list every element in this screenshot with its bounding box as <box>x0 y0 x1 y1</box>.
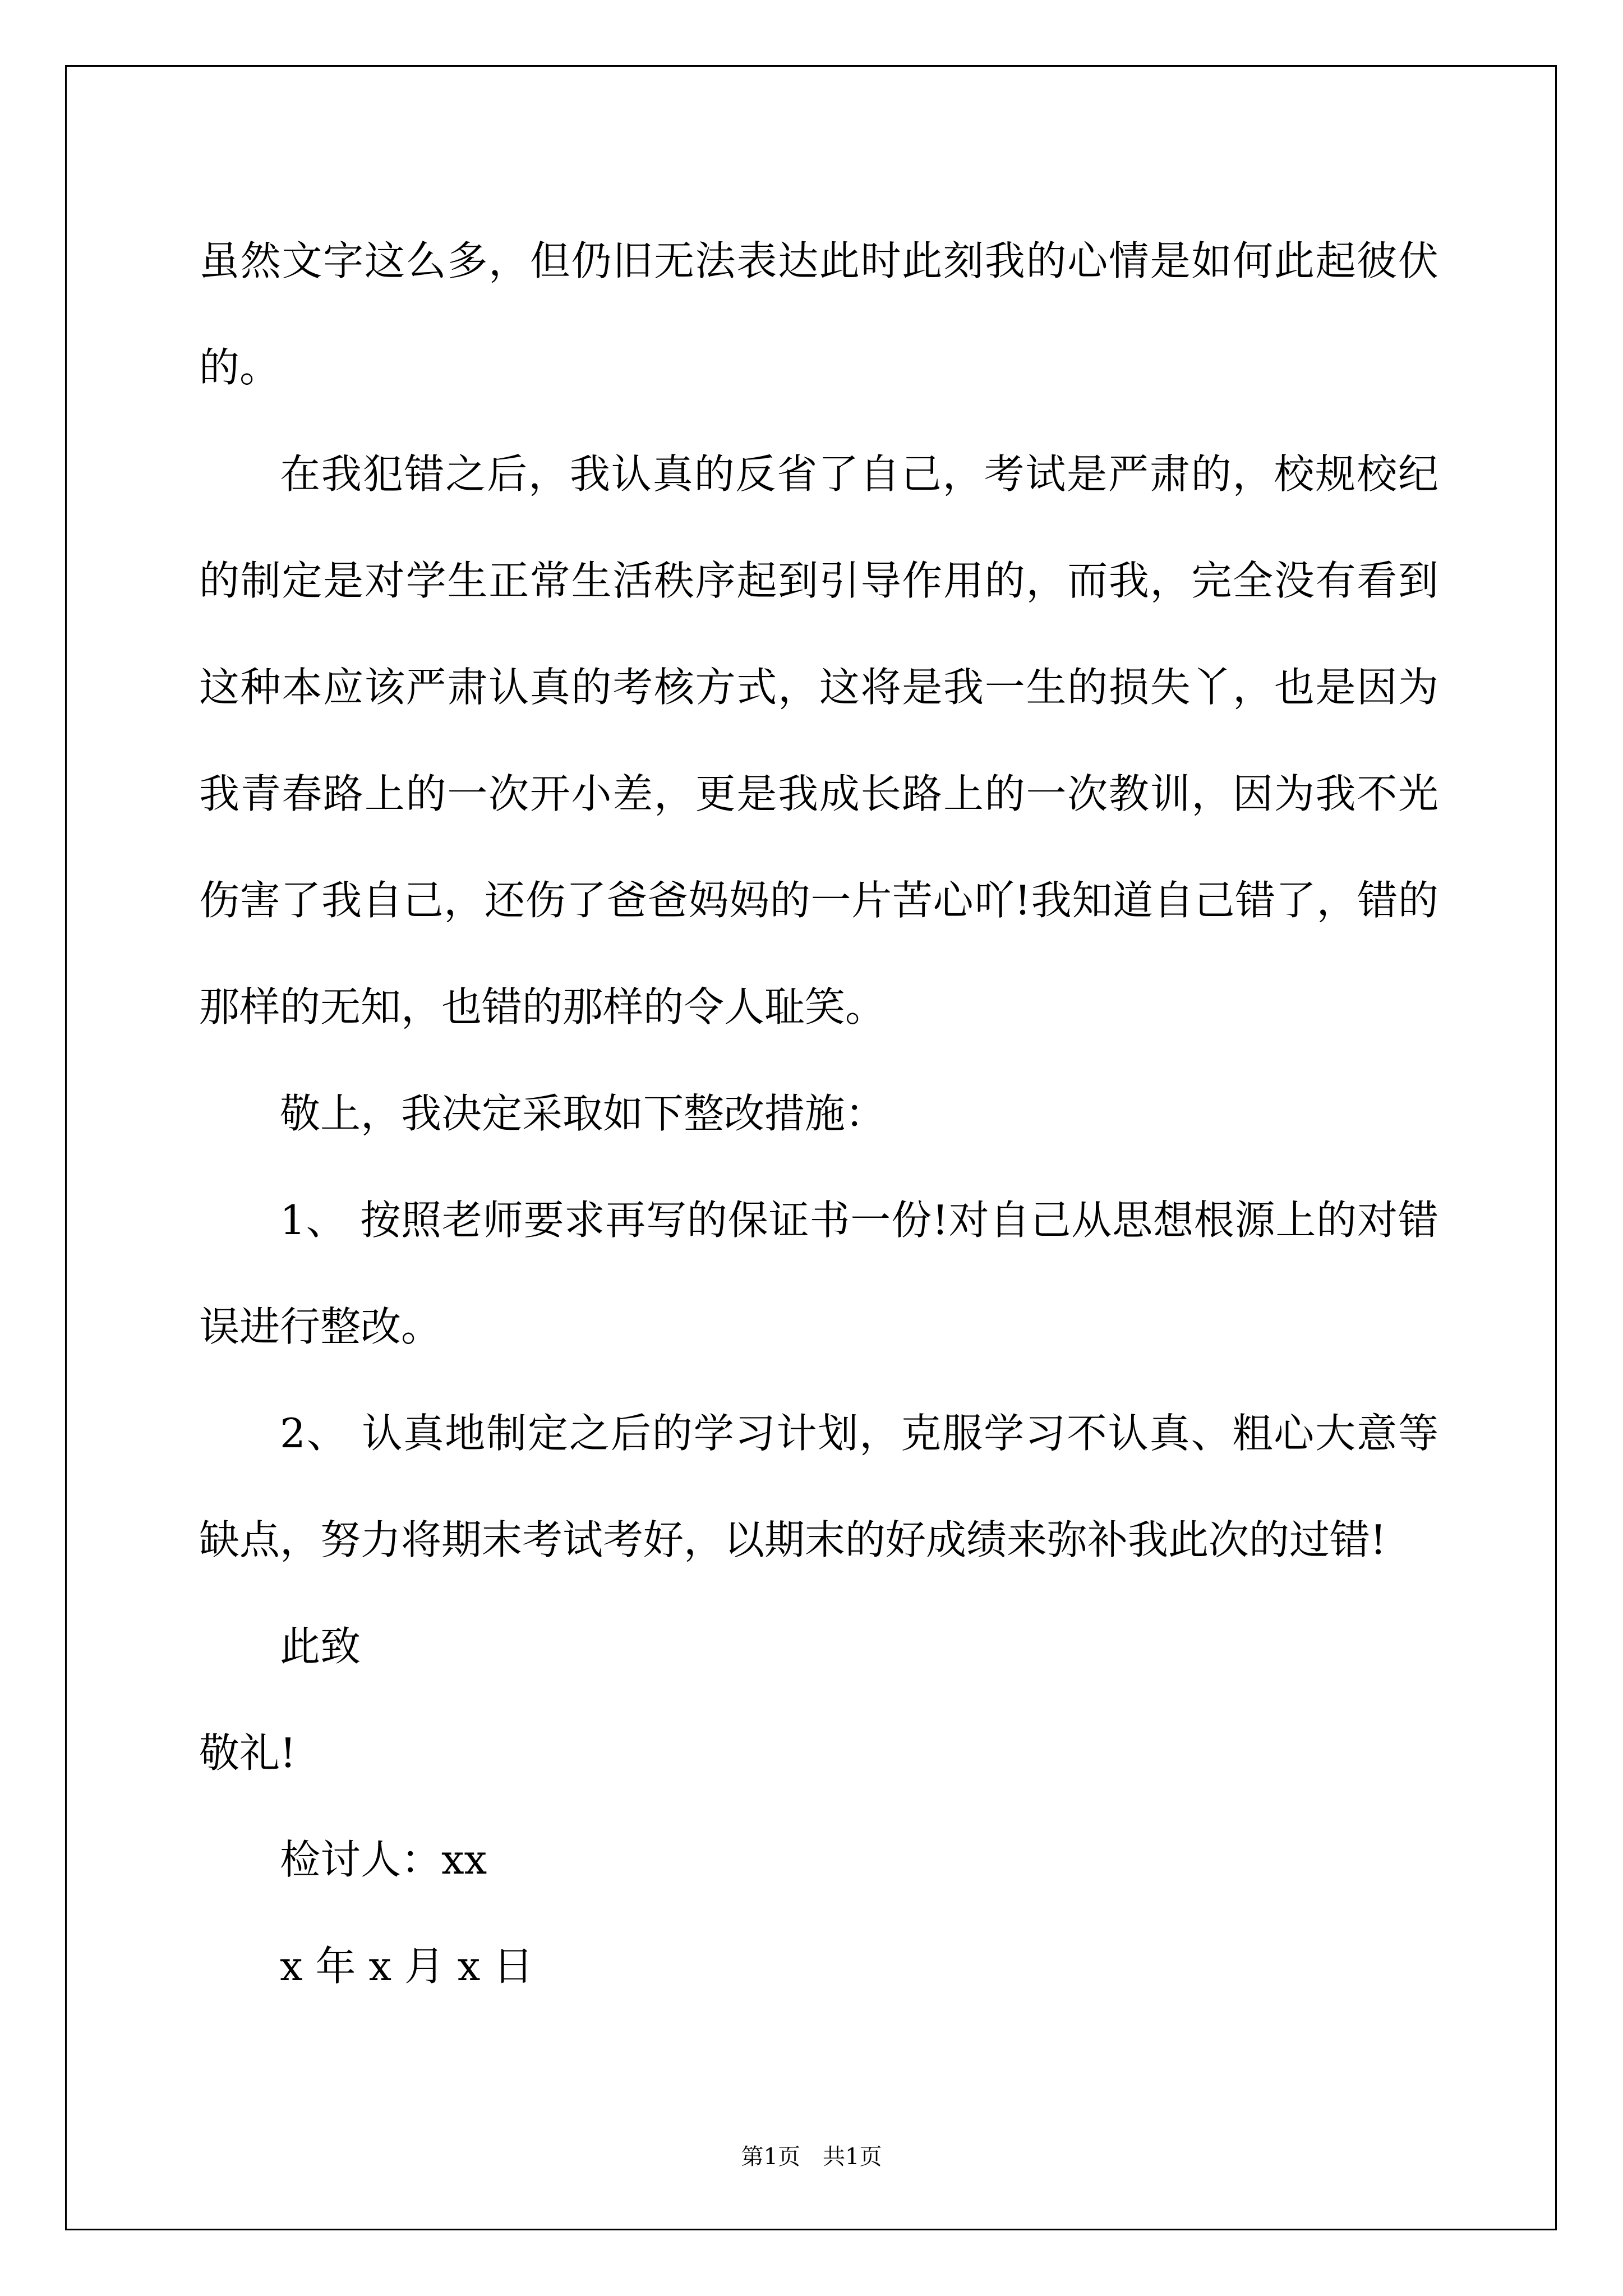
page-footer: 第1页 共1页 <box>741 2144 882 2170</box>
date-line: x 年 x 月 x 日 <box>280 1943 534 1990</box>
paragraph-3: 敬上，我决定采取如下整改措施： <box>280 1090 886 1137</box>
paragraph-2: 在我犯错之后，我认真的反省了自己，考试是严肃的，校规校纪的制定是对学生正常生活秩序起到引导作用的，而我，完全没有看到这种本应该严肃认真的考核方式，这将是我一生的损失丫，也是因为我青春路上的一次开小差，更是我成长路上的一次教训，因为我不光伤害了我自己，还伤了爸爸妈妈的一片苦心吖!我知道自己错了，错的那样的无知，也错的那样的令人耻笑。 <box>199 450 1438 1030</box>
signer-line: 检讨人：xx <box>280 1836 487 1883</box>
salute-line: 敬礼! <box>199 1729 296 1777</box>
paragraph-5: 2、 认真地制定之后的学习计划，克服学习不认真、粗心大意等缺点，努力将期末考试考好，以期末的好成绩来弥补我此次的过错! <box>199 1410 1438 1563</box>
document-body <box>199 208 1438 2019</box>
closing-line: 此致 <box>280 1623 361 1670</box>
paragraph-4: 1、 按照老师要求再写的保证书一份!对自己从思想根源上的对错误进行整改。 <box>199 1197 1438 1350</box>
paragraph-1: 虽然文字这么多，但仍旧无法表达此时此刻我的心情是如何此起彼伏的。 <box>199 237 1438 391</box>
